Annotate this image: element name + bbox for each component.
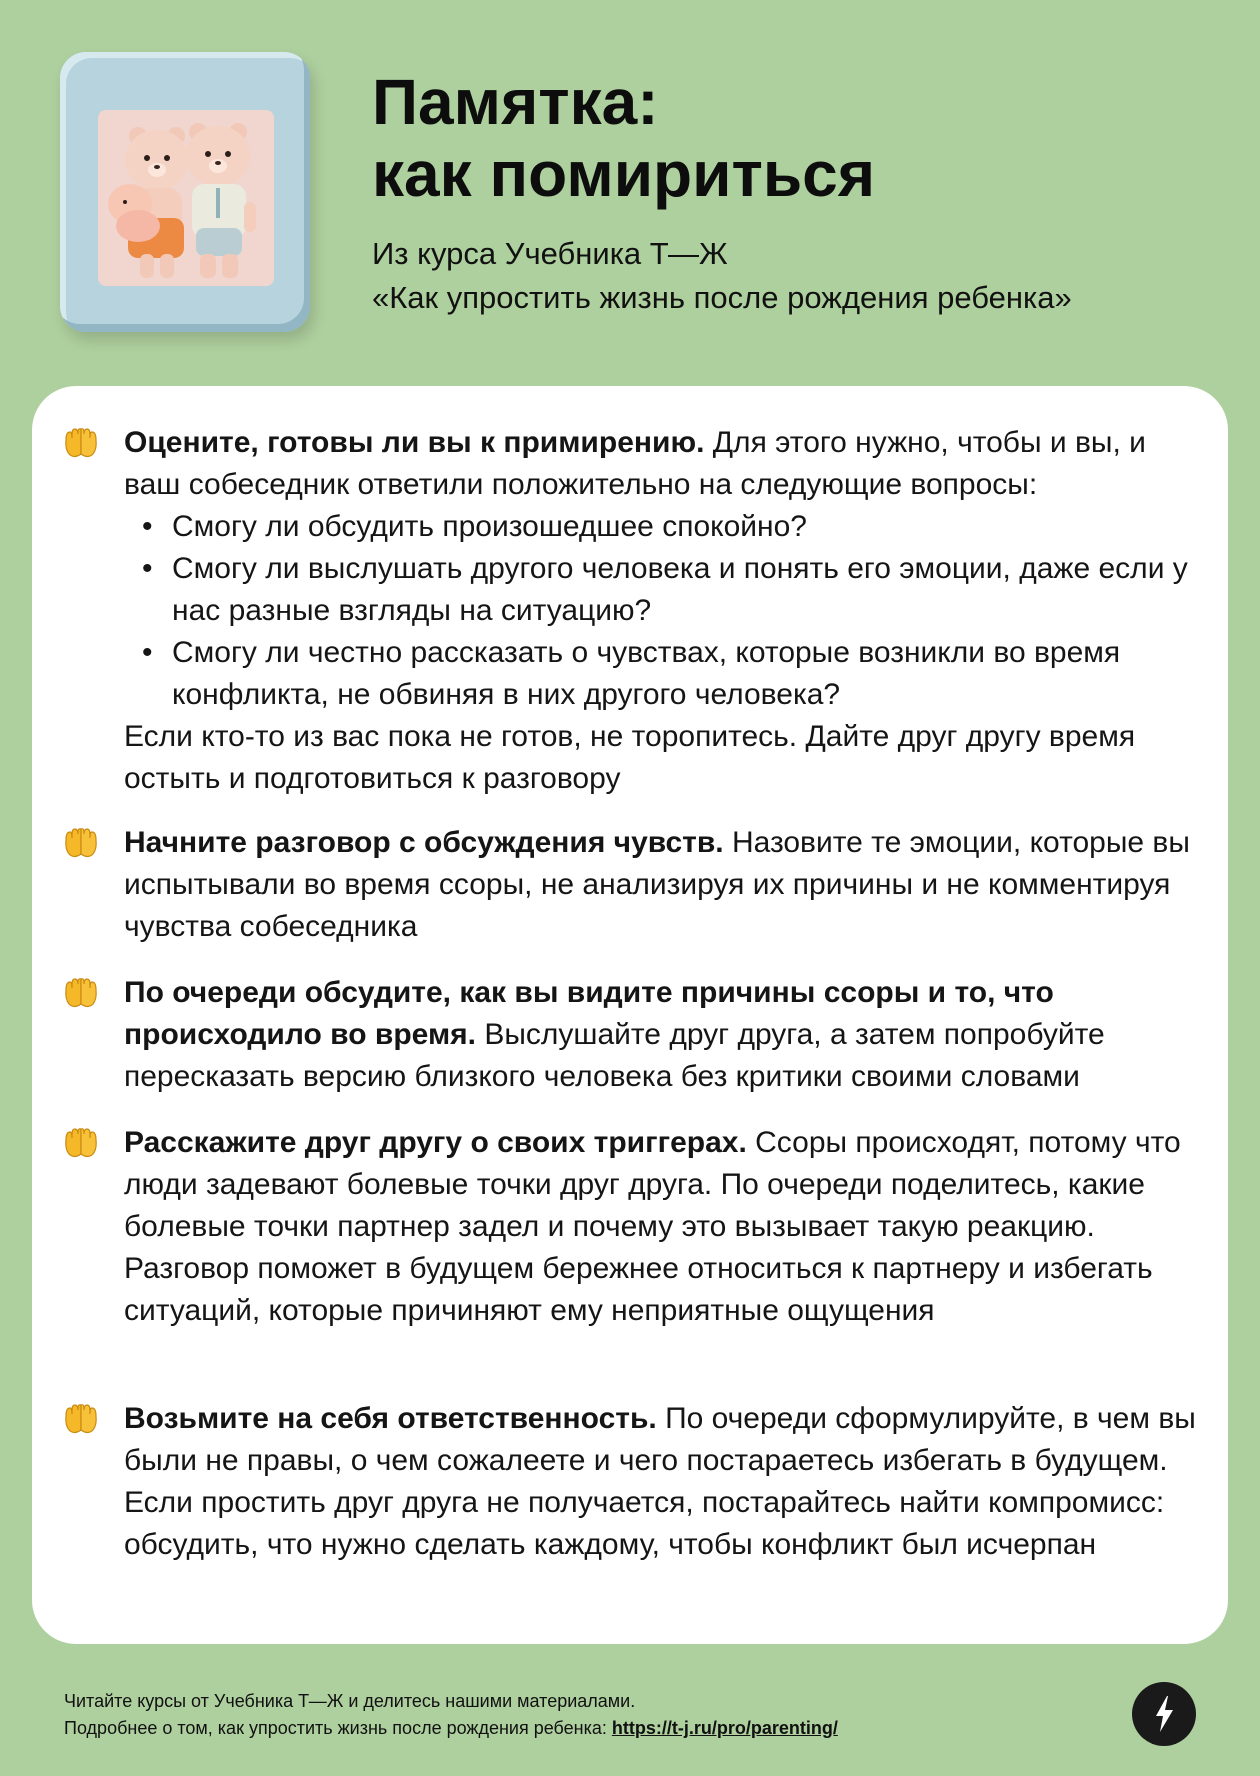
tip-heading: Возьмите на себя ответственность. <box>124 1402 657 1435</box>
footer-line-2-text: Подробнее о том, как упростить жизнь после рождения ребенка: <box>64 1718 612 1738</box>
tip-after: Если кто-то из вас пока не готов, не торопитесь. Дайте друг другу время остыть и подготовиться к разговору <box>124 720 1136 795</box>
raised-hands-icon <box>62 426 100 460</box>
tip-text <box>124 422 1204 800</box>
lightning-logo-icon <box>1132 1682 1196 1746</box>
tip-text <box>124 972 1204 1098</box>
tip-body: Выслушайте друг друга, а затем попробуйте пересказать версию близкого человека без критики своими словами <box>124 1018 1105 1093</box>
title-line-1: Памятка: <box>372 66 659 138</box>
page-title <box>372 66 875 210</box>
course-link[interactable]: https://t-j.ru/pro/parenting/ <box>611 1718 838 1738</box>
bear-family-illustration <box>98 110 274 286</box>
footer-line-1: Читайте курсы от Учебника Т—Ж и делитесь нашими материалами. <box>64 1691 636 1711</box>
subtitle <box>372 232 1072 320</box>
tip-heading: Оцените, готовы ли вы к примирению. <box>124 426 705 459</box>
raised-hands-icon <box>62 976 100 1010</box>
question-list <box>124 506 1204 716</box>
tip-text <box>124 1398 1204 1566</box>
subtitle-line-2: «Как упростить жизнь после рождения ребенка» <box>372 280 1072 315</box>
list-item: • Смогу ли выслушать другого человека и понять его эмоции, даже если у нас разные взгляды на ситуацию? <box>172 548 1204 632</box>
framed-photo-illustration <box>60 52 310 332</box>
footer-line-2 <box>64 1715 838 1742</box>
title-line-2: как помириться <box>372 138 876 210</box>
tip-heading: Начните разговор с обсуждения чувств. <box>124 826 724 859</box>
tip-heading: По очереди обсудите, как вы видите причины ссоры и то, что происходило во время. <box>124 976 1054 1051</box>
tip-text <box>124 822 1204 948</box>
subtitle-line-1: Из курса Учебника Т—Ж <box>372 236 728 271</box>
tip-heading: Расскажите друг другу о своих триггерах. <box>124 1126 747 1159</box>
tip-body: Назовите те эмоции, которые вы испытывали во время ссоры, не анализируя их причины и не комментируя чувства собеседника <box>124 826 1190 943</box>
tips-card <box>32 386 1228 1644</box>
raised-hands-icon <box>62 1126 100 1160</box>
photo-image <box>98 110 274 286</box>
tip-body: Для этого нужно, чтобы и вы, и ваш собеседник ответили положительно на следующие вопросы: <box>124 426 1146 501</box>
lightning-bolt-shape <box>1132 1682 1196 1746</box>
footer <box>64 1688 838 1742</box>
tip-body: Ссоры происходят, потому что люди задевают болевые точки друг друга. По очереди поделитесь, какие болевые точки партнер задел и почему это вызывает такую реакцию. Разговор поможет в будущем бережнее относиться к партнеру и избегать ситуаций, которые причиняют ему неприятные ощущения <box>124 1126 1181 1327</box>
list-item: • Смогу ли честно рассказать о чувствах, которые возникли во время конфликта, не обвиняя в них другого человека? <box>172 632 1204 716</box>
raised-hands-icon <box>62 826 100 860</box>
tip-body: По очереди сформулируйте, в чем вы были не правы, о чем сожалеете и чего постараетесь избегать в будущем. Если простить друг друга не получается, постарайтесь найти компромисс: обсудить, что нужно сделать каждому, чтобы конфликт был исчерпан <box>124 1402 1196 1561</box>
tip-text <box>124 1122 1204 1332</box>
list-item: • Смогу ли обсудить произошедшее спокойно? <box>172 506 1204 548</box>
raised-hands-icon <box>62 1402 100 1436</box>
